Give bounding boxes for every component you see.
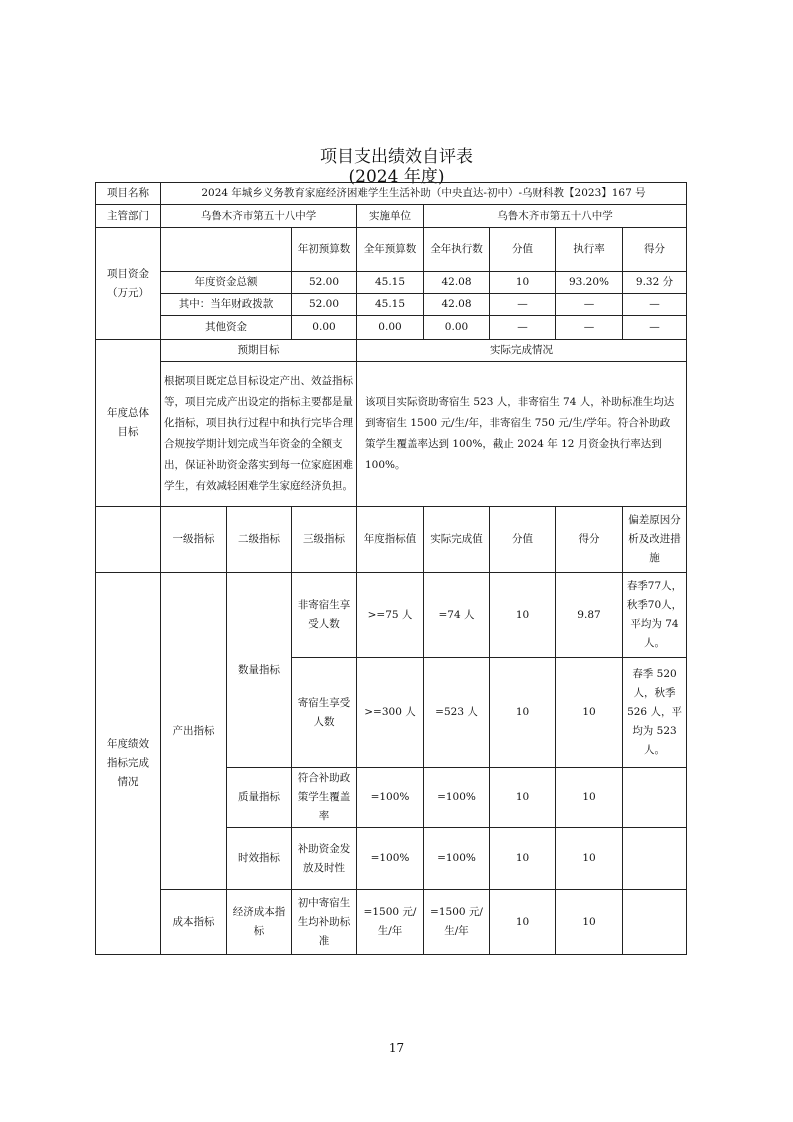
funds-cell: 10 — [490, 272, 556, 294]
indicator-header: 一级指标 — [161, 507, 227, 573]
actual-value: =1500 元/生/年 — [424, 890, 490, 955]
deviation-note: 春季 520 人，秋季 526 人，平均为 523 人。 — [623, 658, 687, 768]
funds-cell: 0.00 — [357, 316, 424, 340]
dept-value: 乌鲁木齐市第五十八中学 — [161, 205, 357, 228]
impl-label: 实施单位 — [357, 205, 424, 228]
indicator-header: 三级指标 — [292, 507, 357, 573]
funds-cell: — — [490, 316, 556, 340]
indicator-header: 偏差原因分析及改进措施 — [623, 507, 687, 573]
funds-cell: — — [623, 316, 687, 340]
level1-output: 产出指标 — [161, 573, 227, 890]
level2-quality: 质量指标 — [227, 768, 292, 828]
actual-result-text: 该项目实际资助寄宿生 523 人，非寄宿生 74 人，补助标准生均达到寄宿生 1500 元/生/年，非寄宿生 750 元/生/学年。符合补助政策学生覆盖率达到 100%，截止 2024 年 12 月资金执行率达到 100%。 — [357, 362, 687, 507]
level2-econ: 经济成本指标 — [227, 890, 292, 955]
actual-result-header: 实际完成情况 — [357, 340, 687, 362]
table-row — [96, 316, 687, 340]
funds-cell: 9.32 分 — [623, 272, 687, 294]
expected-goal-header: 预期目标 — [161, 340, 357, 362]
funds-cell: 0.00 — [292, 316, 357, 340]
funds-corner — [161, 228, 292, 272]
deviation-note — [623, 828, 687, 890]
page-title: 项目支出绩效自评表 — [320, 147, 473, 167]
funds-cell: — — [556, 316, 623, 340]
funds-cell: — — [623, 294, 687, 316]
funds-label: 项目资金 （万元） — [96, 228, 161, 340]
indicator-header: 得分 — [556, 507, 623, 573]
funds-cell: 93.20% — [556, 272, 623, 294]
funds-cell: 42.08 — [424, 294, 490, 316]
dept-label: 主管部门 — [96, 205, 161, 228]
target-value: >=300 人 — [357, 658, 424, 768]
indicator-header: 二级指标 — [227, 507, 292, 573]
score-value: 10 — [490, 828, 556, 890]
level3-indicator: 寄宿生享受人数 — [292, 658, 357, 768]
score-value: 10 — [490, 890, 556, 955]
funds-cell: 52.00 — [292, 294, 357, 316]
funds-col-header: 执行率 — [556, 228, 623, 272]
funds-col-header: 全年执行数 — [424, 228, 490, 272]
table-row — [96, 890, 687, 955]
funds-cell: 0.00 — [424, 316, 490, 340]
funds-col-header: 得分 — [623, 228, 687, 272]
score-value: 10 — [490, 658, 556, 768]
table-row — [96, 573, 687, 658]
funds-row-name: 年度资金总额 — [161, 272, 292, 294]
page-number: 17 — [388, 1041, 405, 1055]
self-evaluation-table — [95, 182, 687, 955]
indicator-section-label: 年度绩效 指标完成 情况 — [96, 573, 161, 955]
indicator-header: 实际完成值 — [424, 507, 490, 573]
funds-cell: — — [490, 294, 556, 316]
score-value: 10 — [490, 768, 556, 828]
funds-cell: 45.15 — [357, 272, 424, 294]
funds-col-header: 分值 — [490, 228, 556, 272]
indicator-blank — [96, 507, 161, 573]
impl-value: 乌鲁木齐市第五十八中学 — [424, 205, 687, 228]
level3-indicator: 补助资金发放及时性 — [292, 828, 357, 890]
actual-value: =523 人 — [424, 658, 490, 768]
funds-row-name: 其他资金 — [161, 316, 292, 340]
target-value: >=75 人 — [357, 573, 424, 658]
deviation-note — [623, 768, 687, 828]
funds-cell: 45.15 — [357, 294, 424, 316]
table-row — [96, 294, 687, 316]
actual-value: =100% — [424, 768, 490, 828]
level3-indicator: 符合补助政策学生覆盖率 — [292, 768, 357, 828]
project-name: 2024 年城乡义务教育家庭经济困难学生生活补助（中央直达-初中）-乌财科教【2023】167 号 — [161, 183, 687, 205]
level3-indicator: 非寄宿生享受人数 — [292, 573, 357, 658]
level2-time: 时效指标 — [227, 828, 292, 890]
target-value: =100% — [357, 828, 424, 890]
got-value: 10 — [556, 828, 623, 890]
got-value: 10 — [556, 658, 623, 768]
deviation-note: 春季77人，秋季70人，平均为 74 人。 — [623, 573, 687, 658]
got-value: 10 — [556, 768, 623, 828]
level3-indicator: 初中寄宿生生均补助标准 — [292, 890, 357, 955]
funds-cell: — — [556, 294, 623, 316]
table-row — [96, 272, 687, 294]
deviation-note — [623, 890, 687, 955]
funds-col-header: 年初预算数 — [292, 228, 357, 272]
got-value: 10 — [556, 890, 623, 955]
indicator-header: 分值 — [490, 507, 556, 573]
funds-row-name: 其中：当年财政拨款 — [161, 294, 292, 316]
indicator-header: 年度指标值 — [357, 507, 424, 573]
expected-goal-text: 根据项目既定总目标设定产出、效益指标等，项目完成产出设定的指标主要都是量化指标，项目执行过程中和执行完毕合理合规按学期计划完成当年资金的全额支出，保证补助资金落实到每一位家庭困难学生，有效减轻困难学生家庭经济负担。 — [161, 362, 357, 507]
funds-cell: 52.00 — [292, 272, 357, 294]
funds-col-header: 全年预算数 — [357, 228, 424, 272]
level1-cost: 成本指标 — [161, 890, 227, 955]
funds-cell: 42.08 — [424, 272, 490, 294]
got-value: 9.87 — [556, 573, 623, 658]
project-name-label: 项目名称 — [96, 183, 161, 205]
score-value: 10 — [490, 573, 556, 658]
actual-value: =100% — [424, 828, 490, 890]
actual-value: =74 人 — [424, 573, 490, 658]
level2-quantity: 数量指标 — [227, 573, 292, 768]
target-value: =1500 元/生/年 — [357, 890, 424, 955]
page-subtitle: (2024 年度) — [348, 167, 445, 187]
goals-label: 年度总体 目标 — [96, 340, 161, 507]
target-value: =100% — [357, 768, 424, 828]
